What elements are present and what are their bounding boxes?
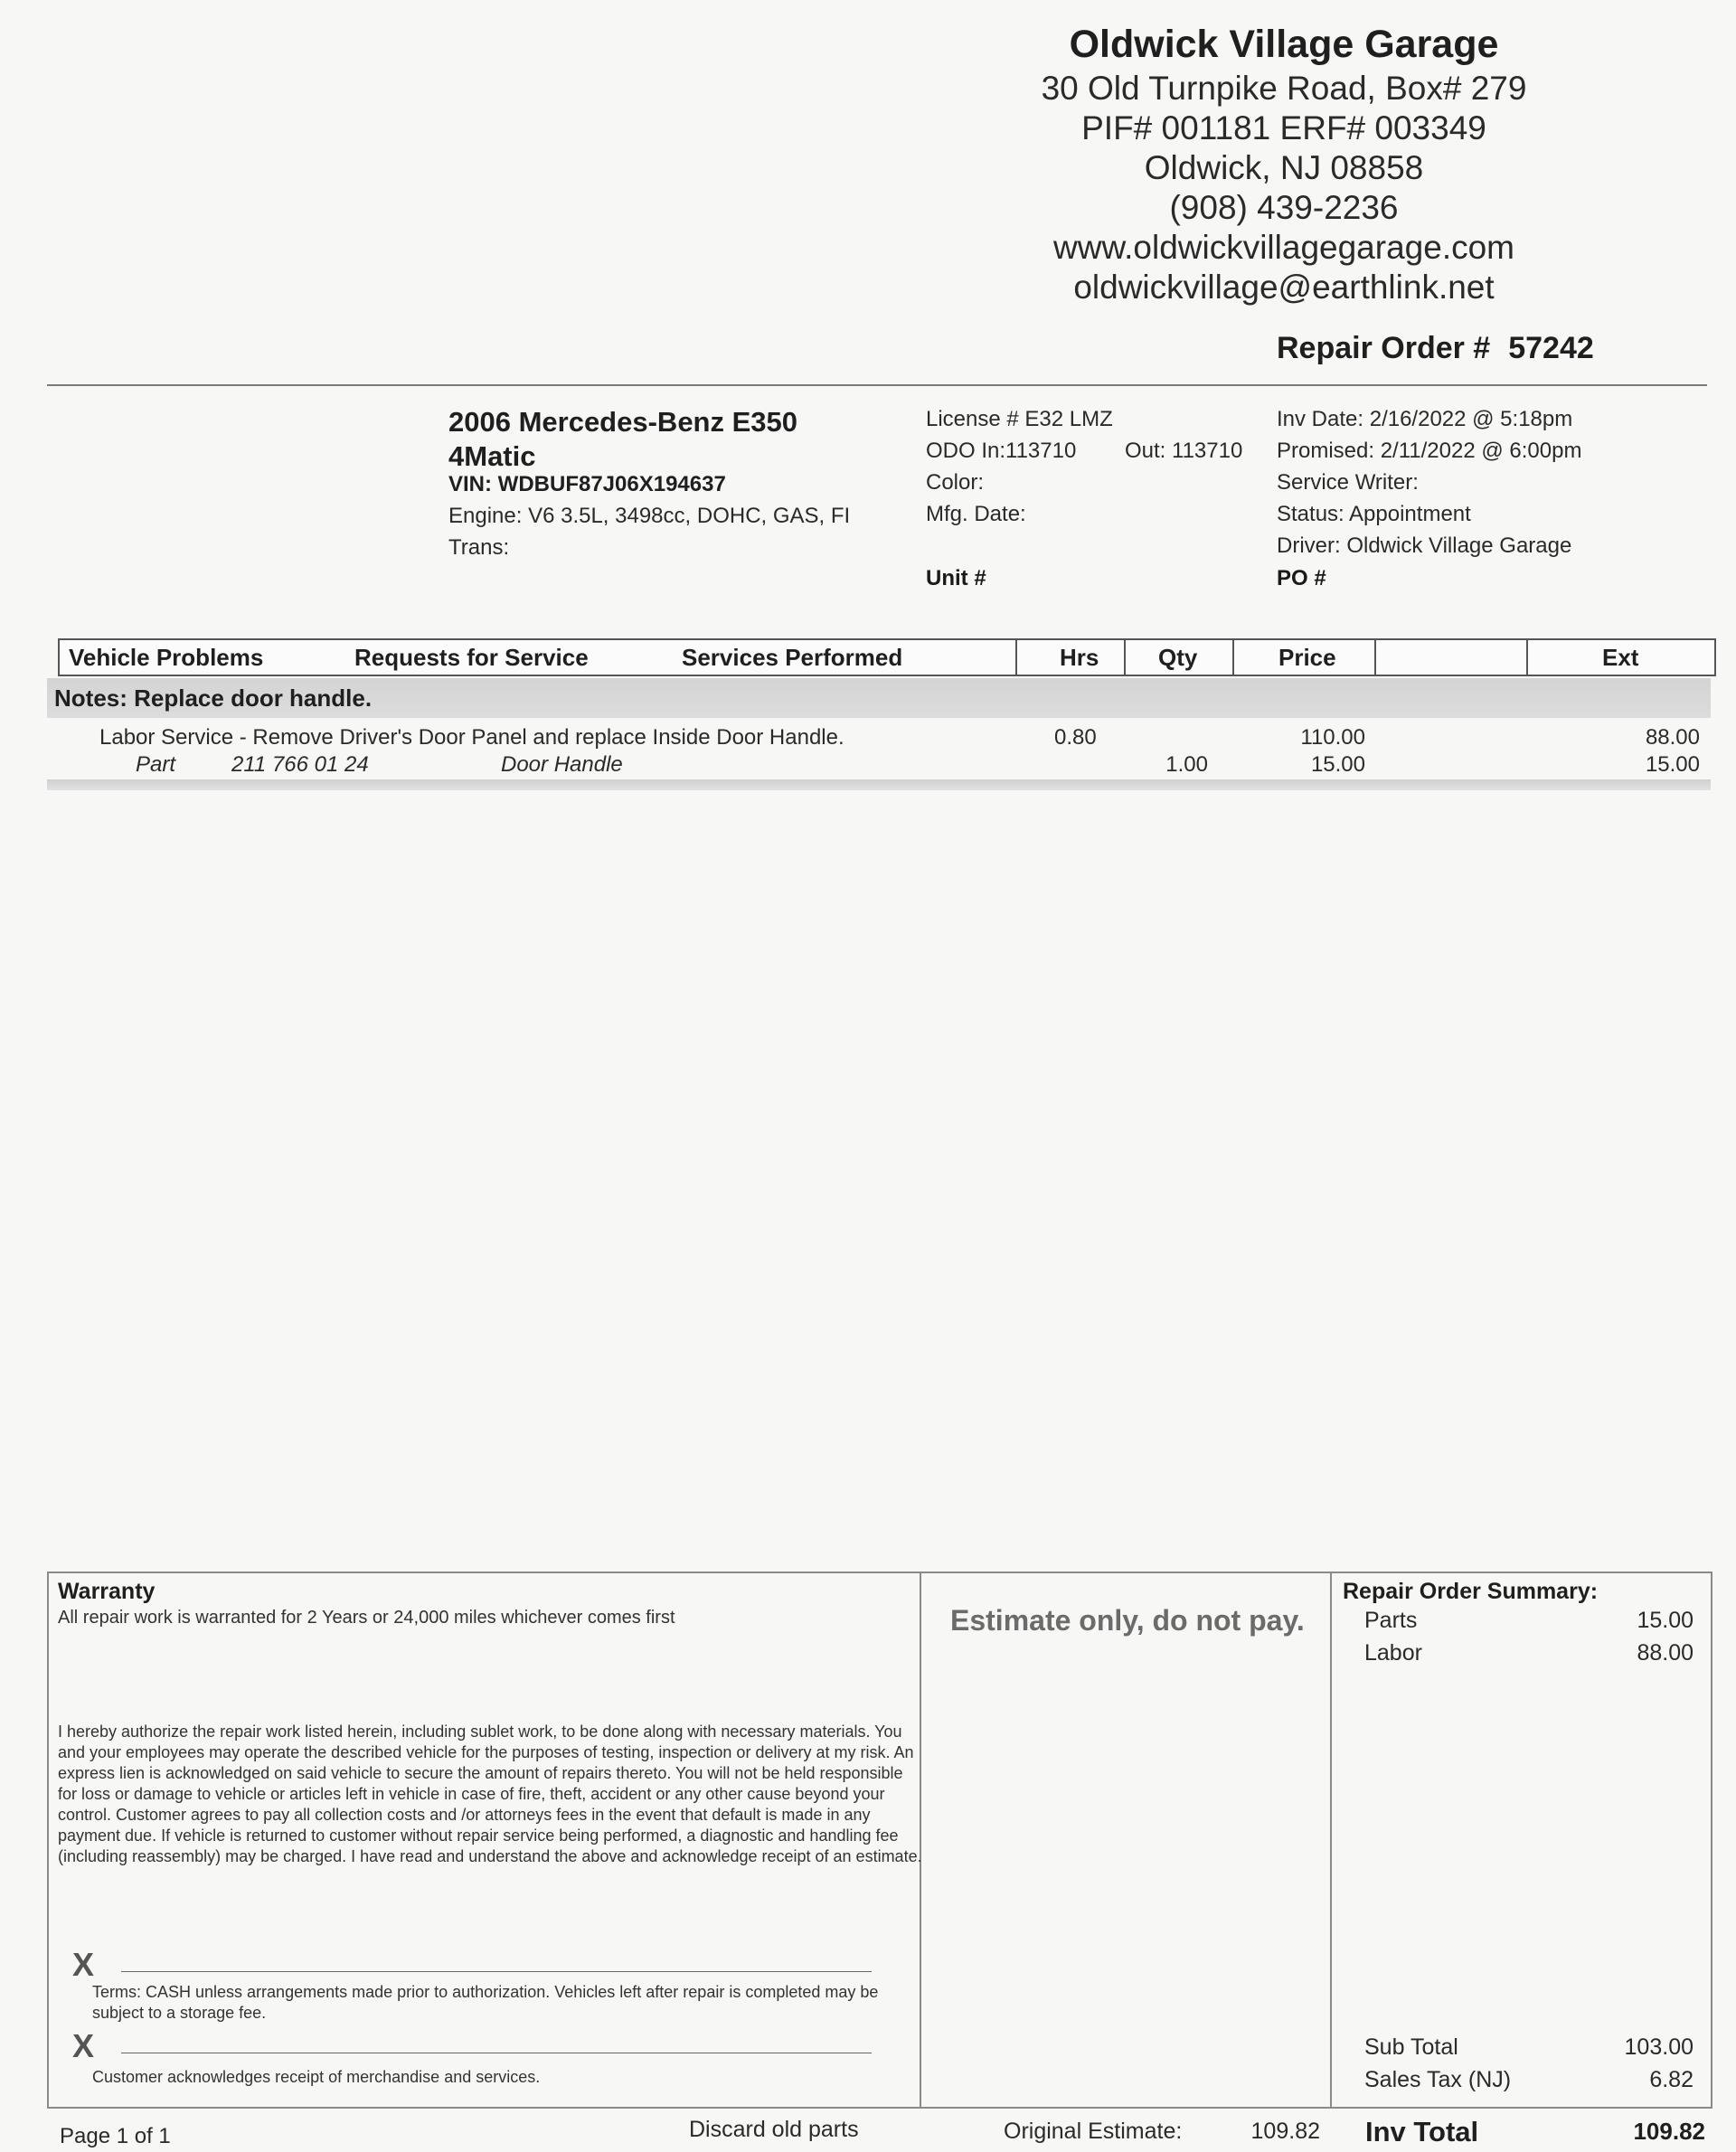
header-divider <box>47 384 1707 386</box>
shop-city: Oldwick, NJ 08858 <box>1144 149 1424 186</box>
col-sep <box>1124 640 1126 675</box>
labor-ext: 88.00 <box>1645 725 1700 750</box>
part-qty: 1.00 <box>1165 752 1208 777</box>
shop-website: www.oldwickvillagegarage.com <box>1053 229 1514 266</box>
labor-description: Labor Service - Remove Driver's Door Panel and replace Inside Door Handle. <box>99 725 844 750</box>
col-ext: Ext <box>1602 644 1639 671</box>
vehicle-title-line1: 2006 Mercedes-Benz E350 <box>448 406 798 438</box>
vehicle-vin: VIN: WDBUF87J06X194637 <box>448 472 726 496</box>
table-bottom-band <box>47 779 1711 790</box>
status: Status: Appointment <box>1277 502 1471 526</box>
authorization-text: I hereby authorize the repair work listed herein, including sublet work, to be done along with necessary materials. You and your employees may operate the described vehicle for the purposes of testing, inspection or delivery at my risk. An express lien is acknowledged on said vehicle to secure the amount of repairs thereto. You will not be held responsible for loss or damage to vehicle or articles left in vehicle in case of fire, theft, accident or any other cause beyond your control. Customer agrees to pay all collection costs and /or attorneys fees in the event that default is made in any payment due. If vehicle is returned to customer without repair service being performed, a diagnostic and handling fee (including reassembly) may be charged. I have read and understand the above and acknowledge receipt of an estimate. <box>58 1723 922 1865</box>
shop-ids: PIF# 001181 ERF# 003349 <box>1081 109 1486 146</box>
vehicle-title-line2: 4Matic <box>448 440 536 472</box>
invoice-total-value: 109.82 <box>1633 2118 1705 2145</box>
part-number: 211 766 01 24 <box>231 752 369 777</box>
odo-out: Out: 113710 <box>1125 439 1243 463</box>
summary-parts-value: 15.00 <box>1637 1608 1694 1633</box>
sales-tax-label: Sales Tax (NJ) <box>1364 2067 1512 2092</box>
mfg-date: Mfg. Date: <box>926 502 1026 526</box>
signature-mark-1: X <box>72 1946 95 1983</box>
estimate-box <box>918 1572 1332 2109</box>
shop-address: 30 Old Turnpike Road, Box# 279 <box>1041 70 1527 107</box>
original-estimate-label: Original Estimate: <box>1004 2119 1183 2144</box>
unit-number: Unit # <box>926 566 986 590</box>
invoice-total-label: Inv Total <box>1365 2116 1479 2147</box>
invoice-date: Inv Date: 2/16/2022 @ 5:18pm <box>1277 407 1573 431</box>
summary-title: Repair Order Summary: <box>1343 1579 1599 1604</box>
summary-box <box>1330 1572 1712 2109</box>
warranty-title: Warranty <box>58 1579 156 1604</box>
col-hrs: Hrs <box>1060 644 1099 671</box>
repair-order-value: 57242 <box>1508 331 1594 365</box>
promised-date: Promised: 2/11/2022 @ 6:00pm <box>1277 439 1582 463</box>
original-estimate-value: 109.82 <box>1250 2119 1320 2144</box>
acknowledge-text: Customer acknowledges receipt of merchandise and services. <box>92 2068 541 2086</box>
col-sep <box>1374 640 1376 675</box>
service-writer: Service Writer: <box>1277 470 1419 495</box>
estimate-note: Estimate only, do not pay. <box>950 1604 1305 1637</box>
col-performed: Services Performed <box>682 644 903 671</box>
col-price: Price <box>1278 644 1336 671</box>
col-sep <box>1015 640 1017 675</box>
signature-line-1[interactable] <box>121 1971 872 1972</box>
vehicle-title <box>448 405 919 474</box>
warranty-box <box>47 1572 921 2109</box>
part-label: Part <box>136 752 176 777</box>
vehicle-trans: Trans: <box>448 535 510 560</box>
odo-in: ODO In:113710 <box>926 439 1077 463</box>
shop-phone: (908) 439-2236 <box>1169 189 1399 226</box>
vehicle-engine: Engine: V6 3.5L, 3498cc, DOHC, GAS, FI <box>448 504 851 528</box>
repair-order-label: Repair Order # <box>1277 331 1491 365</box>
notes: Notes: Replace door handle. <box>54 684 373 712</box>
shop-name: Oldwick Village Garage <box>1069 23 1499 66</box>
repair-order-number <box>1277 331 1594 366</box>
shop-email: oldwickvillage@earthlink.net <box>1073 269 1495 306</box>
summary-labor-value: 88.00 <box>1637 1640 1694 1666</box>
col-requests: Requests for Service <box>354 644 589 671</box>
discard-old-parts: Discard old parts <box>689 2117 859 2142</box>
part-ext: 15.00 <box>1645 752 1700 777</box>
shop-header <box>931 20 1637 307</box>
page-number: Page 1 of 1 <box>60 2124 171 2148</box>
sales-tax-value: 6.82 <box>1649 2067 1694 2092</box>
license-number: License # E32 LMZ <box>926 407 1113 431</box>
vehicle-color: Color: <box>926 470 985 495</box>
warranty-text: All repair work is warranted for 2 Years or 24,000 miles whichever comes first <box>58 1608 675 1628</box>
col-vehicle-problems: Vehicle Problems <box>69 644 264 671</box>
col-sep <box>1526 640 1528 675</box>
driver: Driver: Oldwick Village Garage <box>1277 533 1572 558</box>
labor-hrs: 0.80 <box>1054 725 1097 750</box>
labor-price: 110.00 <box>1300 725 1365 750</box>
signature-mark-2: X <box>72 2027 95 2064</box>
part-price: 15.00 <box>1310 752 1365 777</box>
col-sep <box>1232 640 1234 675</box>
terms-text: Terms: CASH unless arrangements made prior to authorization. Vehicles left after repair is completed may be subject to a storage fee. <box>92 1983 879 2022</box>
services-table-header <box>58 638 1716 676</box>
col-qty: Qty <box>1158 644 1198 671</box>
subtotal-label: Sub Total <box>1364 2034 1458 2060</box>
summary-parts-label: Parts <box>1364 1608 1418 1633</box>
po-number: PO # <box>1277 566 1326 590</box>
summary-labor-label: Labor <box>1364 1640 1422 1666</box>
part-description: Door Handle <box>501 752 623 777</box>
subtotal-value: 103.00 <box>1624 2034 1694 2060</box>
